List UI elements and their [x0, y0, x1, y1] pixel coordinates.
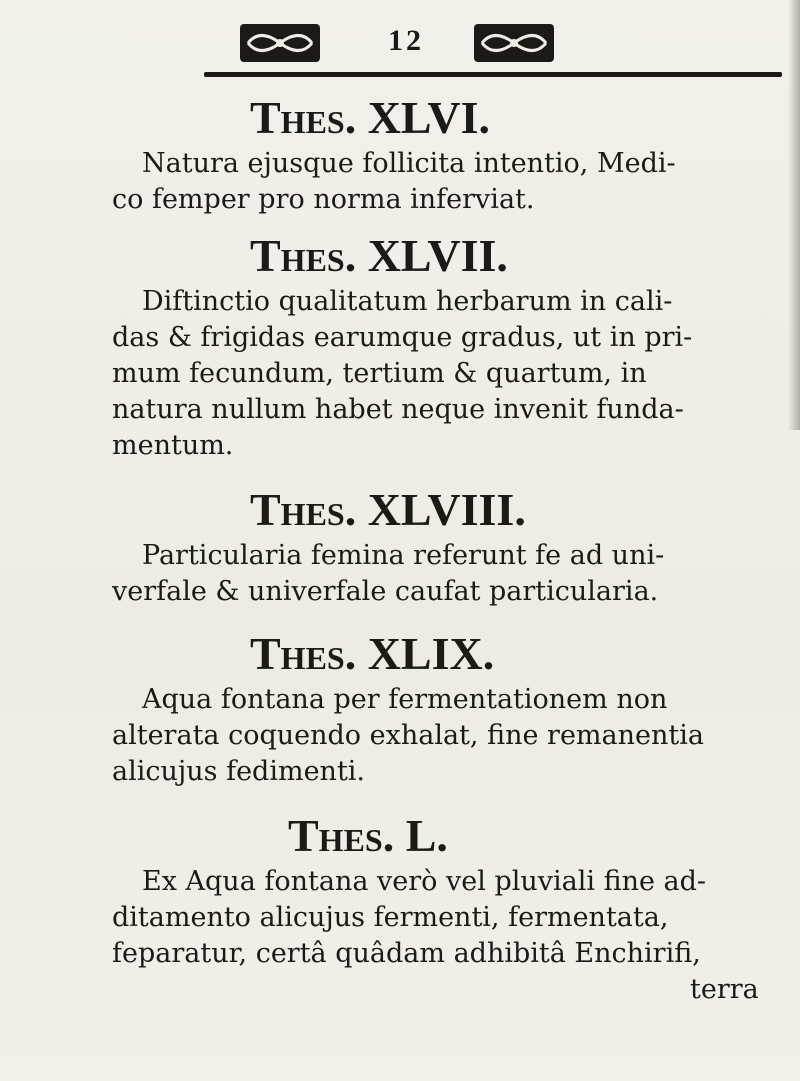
left-fleuron-ornament — [240, 24, 320, 62]
thesis-line: mentum. — [112, 430, 234, 461]
page-number: 12 — [388, 24, 424, 57]
thesis-line: Particularia femina referunt fe ad uni- — [142, 540, 665, 571]
thesis-47 — [112, 228, 792, 464]
thesis-line: natura nullum habet neque invenit funda- — [112, 394, 684, 425]
thesis-line: verfale & univerfale caufat particularia. — [112, 576, 659, 607]
thesis-line: Diftinctio qualitatum herbarum in cali- — [142, 286, 673, 317]
page-header — [204, 10, 784, 80]
thesis-heading: Thes. XLVIII. — [250, 484, 526, 535]
thesis-line: ditamento alicujus fermenti, fermentata, — [112, 902, 669, 933]
thesis-heading: Thes. XLVII. — [250, 230, 508, 281]
thesis-line: mum fecundum, tertium & quartum, in — [112, 358, 647, 389]
thesis-line: co femper pro norma inferviat. — [112, 184, 535, 215]
thesis-heading: Thes. XLVI. — [250, 92, 491, 143]
thesis-line: Aqua fontana per fermentationem non — [142, 684, 668, 715]
thesis-line: alicujus fedimenti. — [112, 756, 366, 787]
thesis-50 — [112, 808, 792, 1008]
thesis-line: feparatur, certâ quâdam adhibitâ Enchirifi, — [112, 938, 701, 969]
theses-text — [112, 90, 792, 1008]
thesis-46 — [112, 90, 792, 218]
right-fleuron-ornament — [474, 24, 554, 62]
thesis-heading: Thes. XLIX. — [250, 628, 495, 679]
thesis-line: Natura ejusque follicita intentio, Medi- — [142, 148, 676, 179]
thesis-49 — [112, 626, 792, 790]
thesis-line: Ex Aqua fontana verò vel pluviali fine ad- — [142, 866, 707, 897]
thesis-line: das & frigidas earumque gradus, ut in pri- — [112, 322, 693, 353]
thesis-48 — [112, 482, 792, 610]
catchword: terra — [690, 974, 759, 1005]
thesis-line: alterata coquendo exhalat, fine remanentia — [112, 720, 704, 751]
header-rule — [204, 72, 782, 77]
thesis-heading: Thes. L. — [288, 810, 448, 861]
